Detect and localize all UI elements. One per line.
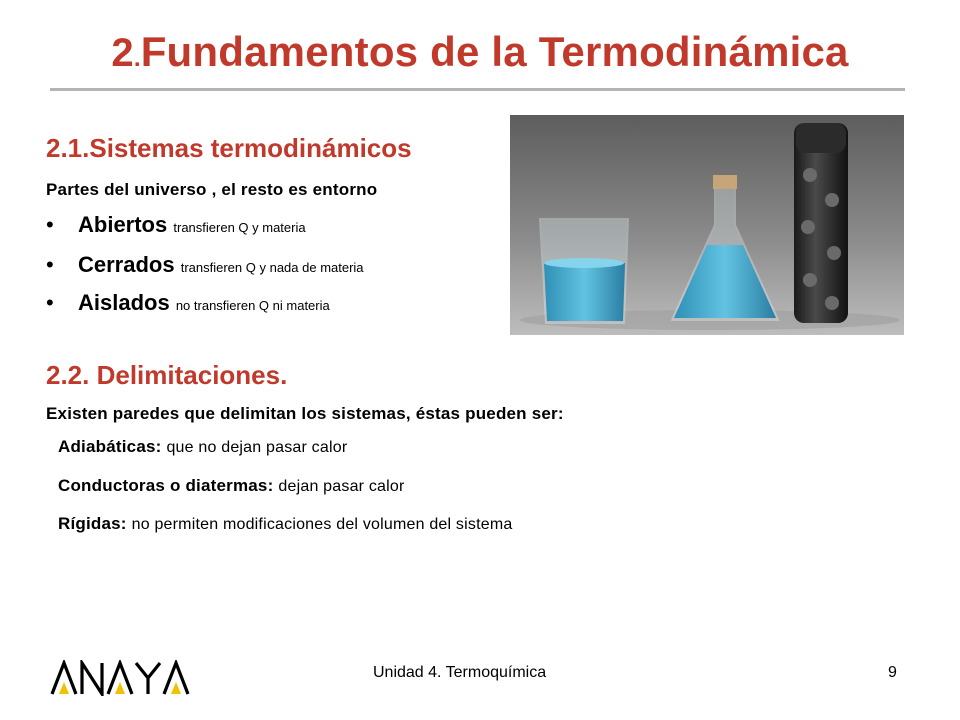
bullet-dot: • [46, 212, 54, 237]
title-divider [50, 88, 905, 91]
wall-rigidas [58, 514, 512, 534]
wall-desc: no permiten modificaciones del volumen del sistema [131, 516, 513, 533]
bullet-term: Aislados [78, 290, 170, 315]
anaya-logo [50, 660, 200, 696]
bullet-aislados [46, 290, 330, 316]
wall-conductoras [58, 476, 405, 496]
bullet-term: Cerrados [78, 252, 175, 277]
section2-intro: Existen paredes que delimitan los sistemas, éstas pueden ser: [46, 404, 564, 423]
title-text: Fundamentos de la Termodinámica [140, 28, 849, 75]
bullet-desc: transfieren Q y materia [173, 220, 306, 235]
bullet-desc: transfieren Q y nada de materia [180, 260, 364, 275]
bullet-desc: no transfieren Q ni materia [175, 298, 330, 313]
wall-adiabaticas [58, 437, 347, 457]
section1-intro: Partes del universo , el resto es entorno [46, 180, 378, 199]
bullet-dot: • [46, 252, 54, 277]
bullet-term: Abiertos [78, 212, 168, 237]
title-number: 2 [111, 31, 134, 75]
bullet-dot: • [46, 290, 54, 315]
slide-title [0, 28, 960, 76]
wall-term: Conductoras o diatermas: [58, 476, 274, 495]
title-dot: . [133, 45, 141, 72]
section1-heading: 2.1.Sistemas termodinámicos [46, 133, 412, 163]
section2-heading: 2.2. Delimitaciones. [46, 360, 288, 390]
wall-term: Adiabáticas: [58, 437, 162, 456]
wall-term: Rígidas: [58, 514, 127, 533]
lab-glassware-photo [510, 115, 904, 335]
wall-desc: dejan pasar calor [278, 478, 405, 495]
page-number: 9 [888, 664, 897, 681]
footer-unit: Unidad 4. Termoquímica [373, 664, 547, 681]
wall-desc: que no dejan pasar calor [166, 439, 348, 456]
bullet-cerrados [46, 252, 364, 278]
bullet-abiertos [46, 212, 306, 238]
